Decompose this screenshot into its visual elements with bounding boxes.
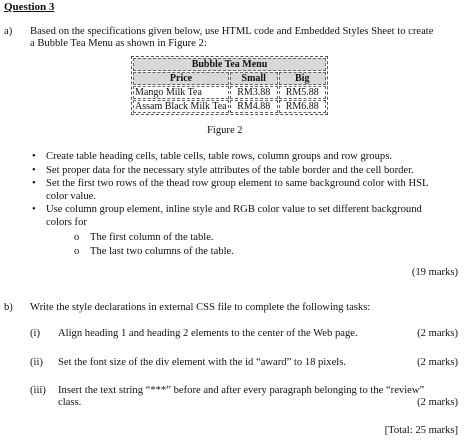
sub-bullet-text: The first column of the table. <box>90 232 214 243</box>
bullet-text-cont: colors for <box>46 216 87 228</box>
question-title: Question 3 <box>4 1 55 13</box>
header-small: Small <box>230 72 278 85</box>
cell-small-price: RM3.88 <box>230 86 278 99</box>
bullet-icon: • <box>32 151 36 162</box>
cell-big-price: RM5.88 <box>279 86 327 99</box>
cell-item-name: Assam Black Milk Tea <box>133 100 229 113</box>
item-ii-text: Set the font size of the div element with the id “award” to 18 pixels. <box>58 357 347 368</box>
part-a-marks: (19 marks) <box>411 267 458 278</box>
item-iii-text: Insert the text string “***” before and after every paragraph belonging to the “review” <box>58 385 425 396</box>
header-price: Price <box>133 72 229 85</box>
bubble-tea-menu-table <box>131 56 328 115</box>
item-iii-number: (iii) <box>30 385 46 396</box>
bullet-text: Set the first two rows of the thead row group element to same background color with HSL <box>46 178 429 189</box>
circle-bullet-icon: o <box>74 246 80 257</box>
circle-bullet-icon: o <box>74 232 80 243</box>
bullet-icon: • <box>32 178 36 189</box>
item-ii-number: (ii) <box>30 357 43 368</box>
cell-item-name: Mango Milk Tea <box>133 86 229 99</box>
table-row <box>133 86 326 99</box>
sub-list-item <box>74 246 450 258</box>
part-a-label: a) <box>4 26 13 37</box>
part-a-intro-line1: Based on the specifications given below, use HTML code and Embedded Styles Sheet to create <box>30 26 434 37</box>
cell-big-price: RM6.88 <box>279 100 327 113</box>
total-marks: [Total: 25 marks] <box>384 425 458 436</box>
sub-list <box>46 232 450 258</box>
item-i-number: (i) <box>30 328 40 339</box>
part-b-intro: Write the style declarations in external CSS file to complete the following tasks: <box>30 302 371 313</box>
list-item <box>30 165 450 178</box>
part-b-label: b) <box>4 302 13 313</box>
bullet-icon: • <box>32 164 36 176</box>
bullet-icon: • <box>32 204 36 215</box>
item-iii-marks: (2 marks) <box>417 397 458 408</box>
figure-caption: Figure 2 <box>207 125 243 136</box>
table-row <box>133 100 326 113</box>
bullet-text: Use column group element, inline style and RGB color value to set different background <box>46 204 422 215</box>
sub-bullet-text: The last two columns of the table. <box>90 246 234 257</box>
list-item <box>30 151 450 164</box>
bullet-text: Set proper data for the necessary style attributes of the table border and the cell border. <box>46 164 414 176</box>
bullet-text: Create table heading cells, table cells, table rows, column groups and row groups. <box>46 151 392 162</box>
item-iii-text-cont: class. <box>58 397 82 408</box>
figure-2-table <box>131 56 328 115</box>
item-i-text: Align heading 1 and heading 2 elements to the center of the Web page. <box>58 328 358 339</box>
specification-list <box>30 151 450 260</box>
sub-list-item <box>74 232 450 244</box>
item-ii-marks: (2 marks) <box>417 357 458 368</box>
item-i-marks: (2 marks) <box>417 328 458 339</box>
table-caption-row: Bubble Tea Menu <box>133 58 326 71</box>
cell-small-price: RM4.88 <box>230 100 278 113</box>
header-big: Big <box>279 72 327 85</box>
list-item <box>30 204 450 258</box>
part-a-intro-line2: a Bubble Tea Menu as shown in Figure 2: <box>30 38 207 49</box>
bullet-text-cont: color value. <box>46 190 97 202</box>
list-item <box>30 178 450 203</box>
